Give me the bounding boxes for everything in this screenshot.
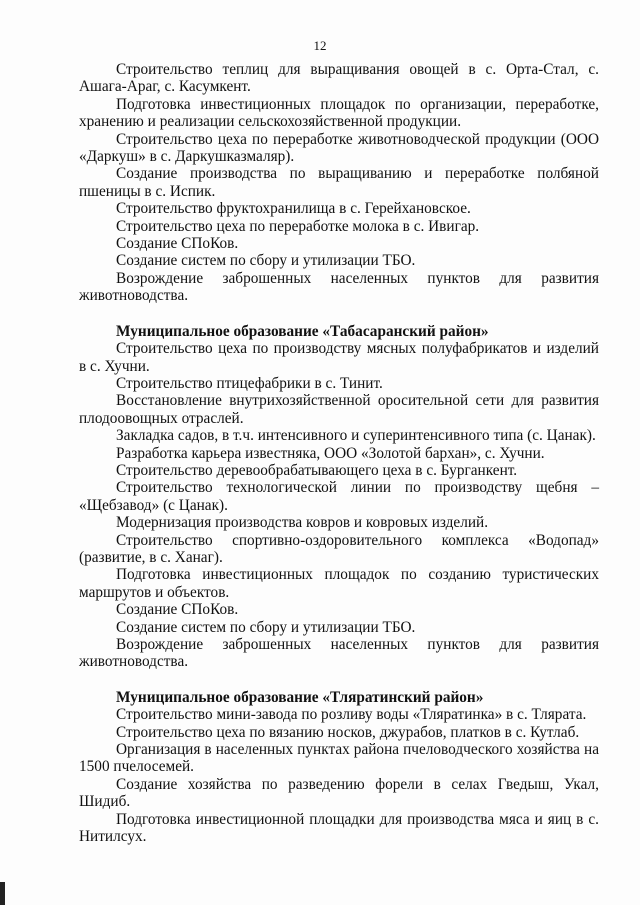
paragraph: Возрождение заброшенных населенных пунктов для развития животноводства. (79, 269, 599, 305)
paragraph: Подготовка инвестиционной площадки для производства мяса и яиц в с. Нитилсух. (79, 810, 599, 846)
paragraph: Строительство цеха по вязанию носков, джурабов, платков в с. Кутлаб. (116, 723, 580, 741)
scan-edge-mark (0, 882, 5, 905)
paragraph: Строительство фруктохранилища в с. Герейхановское. (116, 200, 471, 218)
paragraph: Строительство теплиц для выращивания овощей в с. Орта-Стал, с. Ашага-Араг, с. Касумкент. (79, 61, 599, 96)
paragraph: Создание производства по выращиванию и переработке полбяной пшеницы в с. Испик. (79, 165, 599, 200)
paragraph: Строительство технологической линии по производству щебня – «Щебзавод» (с Цанак). (79, 479, 599, 514)
paragraph: Строительство цеха по производству мясных полуфабрикатов и изделий в с. Хучни. (79, 340, 599, 375)
paragraph: Разработка карьера известняка, ООО «Золотой бархан», с. Хучни. (116, 444, 545, 462)
paragraph: Создание СПоКов. (116, 235, 239, 253)
paragraph: Строительство цеха по переработке животноводческой продукции (ООО «Даркуш» в с. Даркушказмаляр). (79, 130, 599, 166)
paragraph: Подготовка инвестиционных площадок по организации, переработке, хранению и реализации сельскохозяйственной продукции. (79, 95, 599, 131)
section-heading: Муниципальное образование «Табасаранский район» (116, 322, 489, 340)
paragraph: Создание хозяйства по разведению форели в селах Гведыш, Укал, Шидиб. (79, 775, 599, 811)
paragraph: Создание систем по сбору и утилизации ТБО. (116, 618, 416, 636)
paragraph: Модернизация производства ковров и ковровых изделий. (116, 514, 489, 532)
paragraph: Строительство птицефабрики в с. Тинит. (116, 374, 383, 392)
section-general-projects (79, 61, 599, 305)
paragraph: Строительство деревообрабатывающего цеха в с. Бурганкент. (116, 461, 518, 479)
page-number: 12 (313, 38, 327, 53)
section-heading: Муниципальное образование «Тляратинский район» (116, 688, 484, 706)
paragraph: Строительство спортивно-оздоровительного комплекса «Водопад» (развитие, в с. Ханаг). (79, 531, 599, 566)
paragraph: Подготовка инвестиционных площадок по созданию туристических маршрутов и объектов. (79, 566, 599, 601)
paragraph: Создание СПоКов. (116, 601, 239, 619)
paragraph: Восстановление внутрихозяйственной оросительной сети для развития плодоовощных отраслей. (79, 392, 599, 427)
paragraph: Создание систем по сбору и утилизации ТБО. (116, 252, 416, 270)
section-tabasaransky-district (79, 323, 599, 671)
paragraph: Закладка садов, в т.ч. интенсивного и суперинтенсивного типа (с. Цанак). (116, 427, 596, 445)
paragraph: Строительство мини-завода по розливу воды «Тляратинка» в с. Тлярата. (116, 706, 587, 724)
paragraph: Строительство цеха по переработке молока в с. Ивигар. (116, 217, 480, 235)
section-tlyaratinsky-district (79, 689, 599, 846)
paragraph: Организация в населенных пунктах района пчеловодческого хозяйства на 1500 пчелосемей. (79, 741, 599, 776)
paragraph: Возрождение заброшенных населенных пунктов для развития животноводства. (79, 636, 599, 671)
document-body (79, 61, 599, 845)
